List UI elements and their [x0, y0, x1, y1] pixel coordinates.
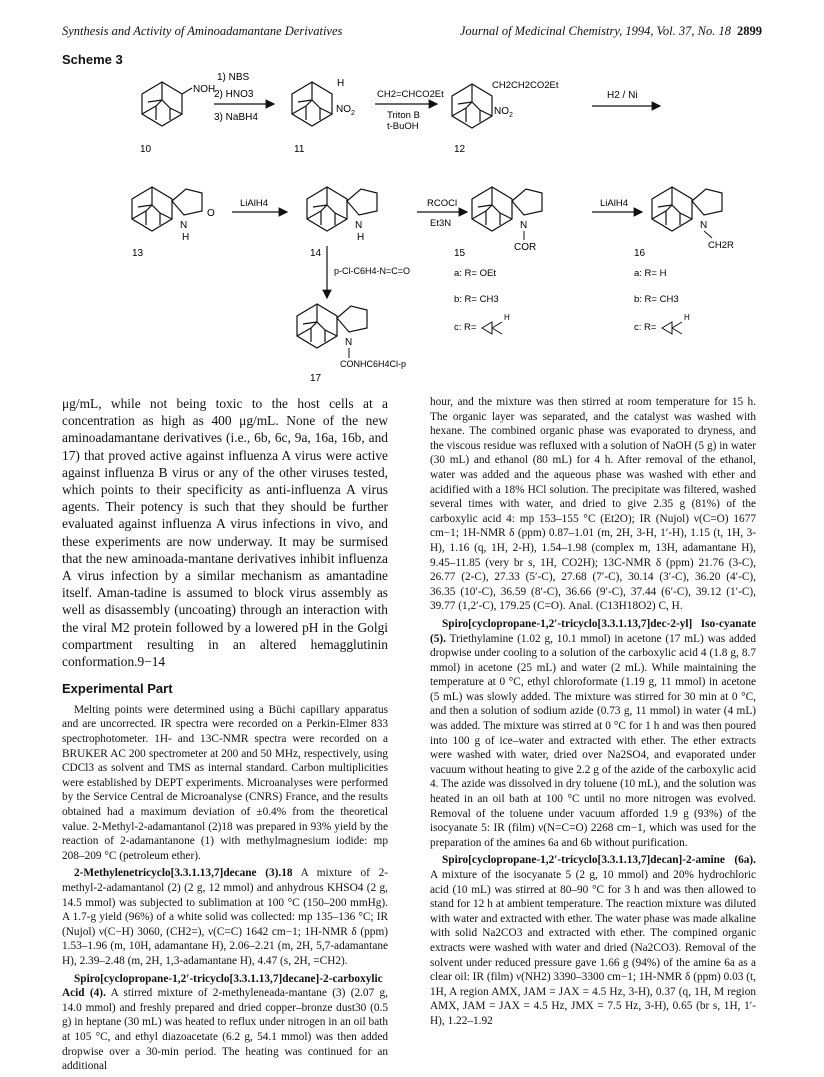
compound-12-structure	[452, 80, 559, 155]
svg-text:1) NBS: 1) NBS	[217, 72, 250, 83]
svg-text:NO2: $NO_2$	[494, 106, 513, 119]
reagents-step1	[214, 72, 274, 123]
svg-text:b: R= CH3: b: R= CH3	[634, 294, 679, 305]
svg-text:c: R=: c: R=	[634, 322, 657, 333]
right-column	[430, 395, 756, 1032]
left-column	[62, 395, 388, 1077]
intro-paragraph: μg/mL, while not being toxic to the host cells at a concentration as high as 400 μg/mL. None of the new aminoadamantane derivatives (i.e., 6b, 6c, 9a, 16a, 16b, and 17) that proved active against influenza A virus were active against influenza B virus or any of the other viruses tested, which points to their specificity as anti-influenza A virus agents. Their potency is such that they should be further evaluated against influenza A virus infections in vivo, and these experiments are now underway. It may be surmised that the new aminoada-mantane derivatives inhibit influenza A virus infection by a similar mechanism as amantadine itself. Aman-tadine is assumed to block virus assembly as well as disassembly (uncoating) through an interaction with the viral M2 protein followed by a lowered pH in the Golgi compartment resulting in an altered hemagglutinin conformation.9−14	[62, 396, 388, 670]
svg-text:H: H	[182, 232, 190, 243]
label-noh: NOH	[193, 84, 216, 95]
continued-paragraph: hour, and the mixture was then stirred at room temperature for 15 h. The organic layer was separated, and the catalyst was washed with hexane. The combined organic phase was evaporated to dryness, and the viscous residue was refluxed with a solution of NaOH (5 g) in water (30 mL) and ethanol (80 mL) for 4 h. After removal of the ethanol, water was added and the aqueous phase was washed with ether and acidified with a 18% HCl solution. The precipitate was filtered, washed several times with water, and dried to give 2.35 g (81%) of the carboxylic acid 4: mp 153–155 °C (Et2O); IR (Nujol) ν(C=O) 1677 cm−1; 1H-NMR δ (ppm) 0.87–1.01 (m, 2H, 3-H, 1′-H), 1.15 (t, 1H, 3-H), 1.16 (q, 1H, 2-H), 1.54–1.98 (complex m, 13H, adamantane H), 9.45–11.85 (very br s, 1H, CO2H); 13C-NMR δ (ppm) 21.76 (3-C), 26.77 (2-C), 27.33 (5′-C), 27.68 (7′-C), 30.14 (3′-C), 36.20 (4′-C), 36.35 (10′-C), 36.59 (8′-C), 36.66 (9′-C), 37.44 (6′-C), 39.12 (1′-C), 39.77 (1,2′-C), 179.25 (C=O). Anal. (C13H18O2) C, H.	[430, 396, 756, 613]
svg-text:NO2: $NO_2$	[336, 104, 355, 117]
svg-text:LiAlH4: LiAlH4	[240, 198, 268, 209]
svg-text:b: R= CH3: b: R= CH3	[454, 294, 499, 305]
svg-text:CH2=CHCO2Et: CH2=CHCO2Et	[377, 89, 444, 100]
compound-number-16: 16	[634, 248, 646, 259]
reagents-step3	[592, 90, 660, 106]
svg-text:a: R= H: a: R= H	[634, 268, 667, 279]
compound-number-12: 12	[454, 144, 466, 155]
journal-citation: Journal of Medicinal Chemistry, 1994, Vol. 37, No. 18 2899	[459, 24, 762, 38]
svg-text:c: R=: c: R=	[454, 322, 477, 333]
svg-text:COR: COR	[514, 242, 537, 253]
compound-17-structure	[297, 304, 406, 384]
compound-5-paragraph: Spiro[cyclopropane-1,2′-tricyclo[3.3.1.13,7]dec-2-yl] Iso-cyanate (5). Triethylamine (1.02 g, 10.1 mmol) in acetone (17 mL) was added dropwise under cooling to a solution of the carboxylic acid 4 (1.8 g, 8.7 mmol) in acetone (25 mL) and water (2 mL). While maintaining the temperature at 0 °C, ethyl chloroformate (1.19 g, 11 mmol) in acetone (5 mL) was slowly added. The mixture was stirred for 30 min at 0 °C, and then a solution of sodium azide (0.73 g, 11 mmol) in water (4 mL) was added. The mixture was stirred at 0 °C for 1 h and was then poured into 100 g of ice–water and extracted with ether. The ether extracts were washed with water, dried over Na2SO4, and evaporated under vacuum without heating to give 2.2 g of the azide of the carboxylic acid 4. The azide was dissolved in dry toluene (10 mL), and the solution was heated in an oil bath at 100 °C until no more nitrogen was evolved. Removal of the toluene under vacuum afforded 1.9 g (93%) of the isocyanate 5: IR (film) ν(N=C=O) 2268 cm−1, which was used for the preparation of the amines 6a and 6b without purification.	[430, 617, 756, 849]
svg-text:3) NaBH4: 3) NaBH4	[214, 112, 258, 123]
svg-text:Et3N: Et3N	[430, 218, 452, 229]
methods-paragraph: Melting points were determined using a Büchi capillary apparatus and are uncorrected. IR spectra were recorded on a Perkin-Elmer 833 spectrophotometer. 1H- and 13C-NMR spectra were recorded on a BRUKER AC 200 spectrometer at 200 and 50 MHz, respectively, using CDCl3 as solvent and TMS as internal standard. Carbon multiplicities were established by DEPT experiments. Microanalyses were performed by the Service Central de Microanalyse (CNRS) France, and the results obtained had a maximum deviation of ±0.4% from the theoretical value. 2-Methyl-2-adamantanol (2)18 was prepared in 93% yield by the reaction of 2-adamantanone (1) with methylmagnesium iodide: mp 208–209 °C (petroleum ether).	[62, 703, 388, 862]
scheme-title: Scheme 3	[62, 52, 123, 67]
compound-4-paragraph: Spiro[cyclopropane-1,2′-tricyclo[3.3.1.13,7]decane]-2-carboxylic Acid (4). A stirred mixture of 2-methyleneada-mantane (3) (2.07 g, 14.0 mmol) and freshly prepared and dried copper–bronze dust30 (0.5 g) in heptane (30 mL) was heated to reflux under nitrogen in an oil bath at 105 °C, and ethyl diazoacetate (6.2 g, 54.1 mmol) was then added dropwise over a 30-min period. The heating was continued for an additional	[62, 972, 389, 1073]
compound-number-17: 17	[310, 373, 322, 384]
svg-text:O: O	[207, 208, 215, 219]
compound-number-10: 10	[140, 144, 152, 155]
compound-10-structure	[140, 82, 215, 155]
compound-11-structure	[292, 78, 355, 155]
svg-text:H: H	[504, 313, 510, 322]
svg-text:CONHC6H4Cl-p: CONHC6H4Cl-p	[340, 359, 407, 369]
compound-6a-paragraph: Spiro[cyclopropane-1,2′-tricyclo[3.3.1.13,7]decan]-2-amine (6a). A mixture of the isocyanate 5 (2 g, 10 mmol) and 20% hydrochloric acid (10 mL) was stirred at 80–90 °C for 3 h and was then allowed to stand for 12 h at ambient temperature. The reaction mixture was diluted with water and extracted with ether. The water phase was made alkaline with solid Na2CO3 and extracted with ether. The compined organic extracts were washed with water and dried (Na2CO3). Removal of the solvent under reduced pressure gave 1.66 g (94%) of the amine 6a as a clear oil: IR (film) ν(NH2) 3390–3300 cm−1; 1H-NMR δ (ppm) 0.03 (t, 1H, A region AMX, JAM = JAX = 4.5 Hz, 3-H), 0.37 (q, 1H, M region AMX, JAM = JAX = 4.5 Hz, JMX = 7.5 Hz, 3-H), 0.65 (br s, 1H, 1′-H), 1.22–1.92	[430, 854, 756, 1027]
compound-16-structure	[634, 187, 734, 259]
reagents-step7	[327, 246, 410, 298]
compound-13-structure	[132, 187, 215, 259]
compound-14-structure	[307, 187, 377, 259]
svg-text:CH2R: CH2R	[708, 240, 734, 251]
svg-text:p-Cl-C6H4-N=C=O: p-Cl-C6H4-N=C=O	[334, 266, 411, 276]
reaction-scheme	[62, 66, 762, 386]
reagents-step2	[375, 89, 444, 132]
compound-number-11: 11	[294, 144, 305, 155]
svg-text:H: H	[684, 313, 690, 322]
reagents-step6	[592, 198, 642, 212]
substituents-15	[454, 268, 510, 334]
section-heading: Experimental Part	[62, 681, 173, 697]
svg-text:N: N	[355, 220, 363, 231]
running-header	[62, 24, 762, 42]
svg-text:t-BuOH: t-BuOH	[387, 121, 419, 132]
svg-text:CH2CH2CO2Et: CH2CH2CO2Et	[492, 80, 559, 91]
substituents-16	[634, 268, 690, 334]
svg-text:H2 / Ni: H2 / Ni	[607, 90, 638, 101]
svg-text:Triton B: Triton B	[387, 110, 420, 121]
compound-number-13: 13	[132, 248, 144, 259]
svg-text:H: H	[337, 78, 345, 89]
compound-number-14: 14	[310, 248, 322, 259]
svg-text:2) HNO3: 2) HNO3	[214, 89, 254, 100]
compound-number-15: 15	[454, 248, 466, 259]
svg-text:H: H	[357, 232, 365, 243]
running-title: Synthesis and Activity of Aminoadamantane Derivatives	[62, 24, 343, 38]
compound-3-paragraph: 2-Methylenetricyclo[3.3.1.13,7]decane (3).18 A mixture of 2-methyl-2-adamantanol (2) (2 g, 12 mmol) and anhydrous KHSO4 (2 g, 14.5 mmol) was subjected to sublimation at 100 °C (150–200 mmHg). A 1.7-g yield (96%) of a white solid was collected: mp 135–136 °C; IR (Nujol) ν(C−H) 3060, (CH2=), ν(C=C) 1642 cm−1; 1H-NMR δ (ppm) 1.53–1.96 (m, 10H, adamantane H), 2.06–2.21 (m, 2H, 5,7-adamantane H), 2.39–2.48 (m, 2H, 1,3-adamantane H), 4.47 (s, 2H, =CH2).	[62, 867, 389, 967]
reagents-step4	[232, 198, 287, 212]
svg-text:a: R= OEt: a: R= OEt	[454, 268, 496, 279]
svg-text:N: N	[520, 220, 528, 231]
reagents-step5	[417, 198, 467, 229]
page-number: 2899	[737, 24, 762, 38]
svg-text:N: N	[345, 337, 353, 348]
svg-text:LiAlH4: LiAlH4	[600, 198, 628, 209]
svg-text:N: N	[180, 220, 188, 231]
svg-text:N: N	[700, 220, 708, 231]
compound-15-structure	[454, 187, 542, 259]
svg-text:RCOCl: RCOCl	[427, 198, 458, 209]
